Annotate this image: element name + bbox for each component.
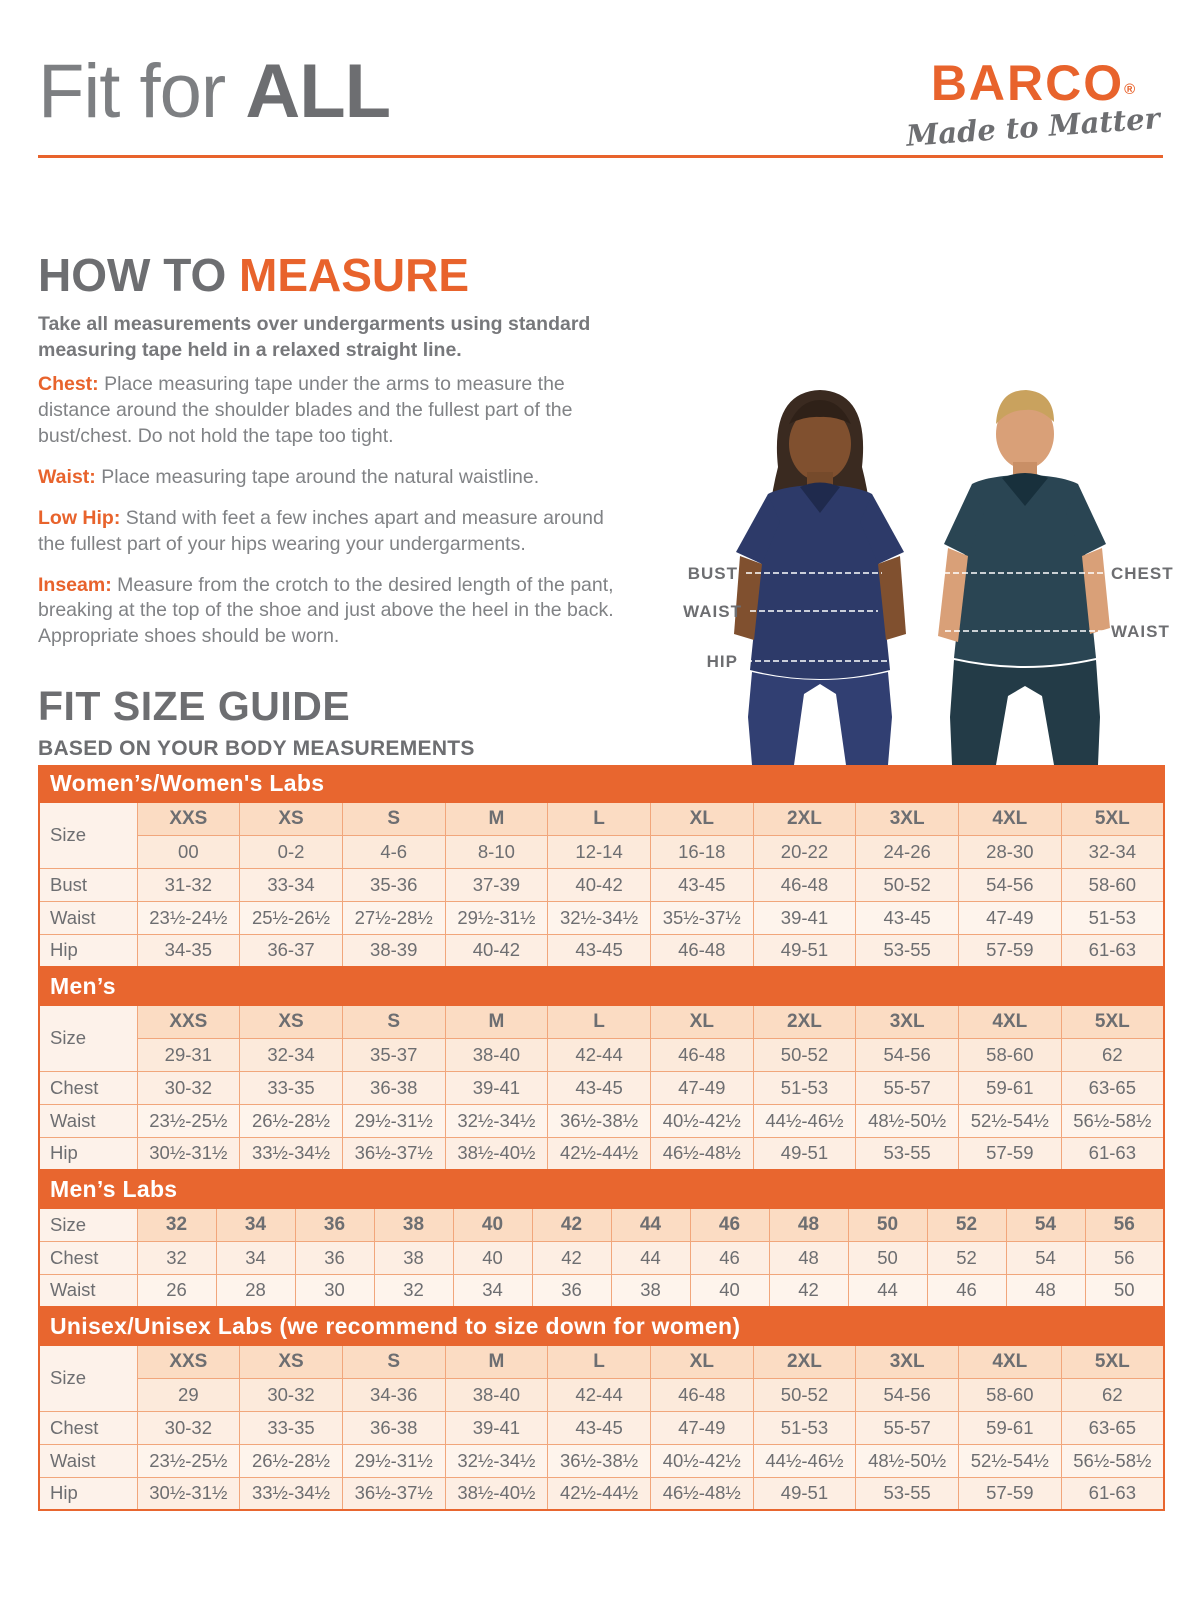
measurement-cell: 40-42 xyxy=(445,934,548,967)
measurement-cell: 39-41 xyxy=(445,1411,548,1444)
numeric-size-cell: 54-56 xyxy=(856,1038,959,1071)
size-col-header: XL xyxy=(650,1005,753,1038)
measurement-cell: 57-59 xyxy=(959,1477,1062,1510)
measurement-cell: 38-39 xyxy=(342,934,445,967)
measurement-cell: 52½-54½ xyxy=(959,1104,1062,1137)
numeric-size-cell: 00 xyxy=(137,835,240,868)
measure-item-lowhip-text: Stand with feet a few inches apart and measure around the fullest part of your hips wearing your undergarments. xyxy=(38,506,604,555)
size-col-header: XS xyxy=(240,1005,343,1038)
measurement-cell: 34 xyxy=(216,1241,295,1274)
brand-logo xyxy=(905,55,1161,153)
measurement-cell: 36-37 xyxy=(240,934,343,967)
chest-label: CHEST xyxy=(1111,564,1174,583)
measurement-cell: 29½-31½ xyxy=(342,1104,445,1137)
size-header-row xyxy=(39,1208,1164,1241)
measure-intro-text: Take all measurements over undergarments using standard measuring tape held in a relaxed straight line. xyxy=(38,313,591,361)
measurement-cell: 30-32 xyxy=(137,1411,240,1444)
numeric-size-cell: 46-48 xyxy=(650,1378,753,1411)
measurement-row-label: Hip xyxy=(39,934,137,967)
measurement-cell: 54 xyxy=(1006,1241,1085,1274)
size-col-header: 3XL xyxy=(856,802,959,835)
table-banner-0: Women’s/Women's Labs xyxy=(38,765,1165,801)
measurement-cell: 50 xyxy=(1085,1274,1164,1307)
size-col-header: 36 xyxy=(295,1208,374,1241)
measurement-cell: 28 xyxy=(216,1274,295,1307)
size-col-header: L xyxy=(548,1345,651,1378)
bust-label: BUST xyxy=(687,564,738,583)
fit-size-guide-heading: FIT SIZE GUIDE xyxy=(38,683,351,729)
measurement-cell: 35-36 xyxy=(342,868,445,901)
measurement-cell: 40-42 xyxy=(548,868,651,901)
measurement-row-waist xyxy=(39,1104,1164,1137)
measurement-row-label: Chest xyxy=(39,1071,137,1104)
size-col-header: XS xyxy=(240,802,343,835)
size-col-header: 48 xyxy=(769,1208,848,1241)
measurement-cell: 32 xyxy=(374,1274,453,1307)
size-col-header: 46 xyxy=(690,1208,769,1241)
man-model xyxy=(938,390,1110,765)
measure-item-chest-label: Chest: xyxy=(38,373,99,395)
measurement-row-chest xyxy=(39,1071,1164,1104)
measurement-cell: 49-51 xyxy=(753,934,856,967)
measurement-cell: 56½-58½ xyxy=(1061,1444,1164,1477)
measure-item-lowhip xyxy=(38,506,623,558)
measurement-cell: 36 xyxy=(532,1274,611,1307)
measurement-cell: 27½-28½ xyxy=(342,901,445,934)
size-col-header: 50 xyxy=(848,1208,927,1241)
size-header-row xyxy=(39,1345,1164,1378)
measurement-cell: 56½-58½ xyxy=(1061,1104,1164,1137)
man-waist-label: WAIST xyxy=(1111,622,1170,641)
size-col-header: 5XL xyxy=(1061,802,1164,835)
measurement-row-label: Bust xyxy=(39,868,137,901)
measurement-row-hip xyxy=(39,1137,1164,1170)
numeric-size-cell: 4-6 xyxy=(342,835,445,868)
measurement-cell: 42 xyxy=(769,1274,848,1307)
size-table-0 xyxy=(38,801,1165,968)
size-col-header: 4XL xyxy=(959,802,1062,835)
numeric-size-cell: 0-2 xyxy=(240,835,343,868)
measure-item-inseam xyxy=(38,573,623,651)
measurement-cell: 51-53 xyxy=(753,1071,856,1104)
measurement-cell: 40½-42½ xyxy=(650,1444,753,1477)
measurement-cell: 55-57 xyxy=(856,1071,959,1104)
measurement-cell: 36½-38½ xyxy=(548,1444,651,1477)
measurement-cell: 46 xyxy=(927,1274,1006,1307)
measurement-cell: 43-45 xyxy=(548,934,651,967)
measurement-cell: 50-52 xyxy=(856,868,959,901)
measurement-cell: 26½-28½ xyxy=(240,1444,343,1477)
size-col-header: 5XL xyxy=(1061,1005,1164,1038)
measurement-cell: 36½-38½ xyxy=(548,1104,651,1137)
title-divider xyxy=(38,155,1163,158)
numeric-size-cell: 32-34 xyxy=(240,1038,343,1071)
measurement-cell: 23½-25½ xyxy=(137,1444,240,1477)
numeric-size-cell: 12-14 xyxy=(548,835,651,868)
measurement-cell: 37-39 xyxy=(445,868,548,901)
measurement-row-bust xyxy=(39,868,1164,901)
size-col-header: XXS xyxy=(137,1005,240,1038)
measurement-cell: 53-55 xyxy=(856,1137,959,1170)
size-col-header: 4XL xyxy=(959,1005,1062,1038)
hip-label: HIP xyxy=(706,652,738,671)
numeric-size-cell: 46-48 xyxy=(650,1038,753,1071)
table-banner-1: Men’s xyxy=(38,968,1165,1004)
size-col-header: 56 xyxy=(1085,1208,1164,1241)
measurement-cell: 30-32 xyxy=(137,1071,240,1104)
size-col-header: L xyxy=(548,1005,651,1038)
numeric-size-cell: 54-56 xyxy=(856,1378,959,1411)
measurement-cell: 40½-42½ xyxy=(650,1104,753,1137)
numeric-size-cell: 38-40 xyxy=(445,1378,548,1411)
brand-name: BARCO xyxy=(930,55,1125,111)
size-col-header: 5XL xyxy=(1061,1345,1164,1378)
measurement-cell: 38 xyxy=(374,1241,453,1274)
measure-item-inseam-label: Inseam: xyxy=(38,573,112,596)
numeric-size-row xyxy=(39,1378,1164,1411)
table-banner-3: Unisex/Unisex Labs (we recommend to size down for women) xyxy=(38,1308,1165,1344)
measurement-cell: 23½-25½ xyxy=(137,1104,240,1137)
numeric-size-cell: 30-32 xyxy=(240,1378,343,1411)
measurement-cell: 39-41 xyxy=(753,901,856,934)
size-col-header: 34 xyxy=(216,1208,295,1241)
size-col-header: L xyxy=(548,802,651,835)
measurement-cell: 61-63 xyxy=(1061,1477,1164,1510)
measurement-cell: 36½-37½ xyxy=(342,1477,445,1510)
size-col-header: 2XL xyxy=(753,802,856,835)
measurement-cell: 49-51 xyxy=(753,1137,856,1170)
measurement-cell: 61-63 xyxy=(1061,934,1164,967)
measurement-cell: 46-48 xyxy=(650,934,753,967)
size-tables-container xyxy=(38,765,1165,1511)
measure-instructions xyxy=(38,372,623,665)
measurement-cell: 50 xyxy=(848,1241,927,1274)
measurement-cell: 30½-31½ xyxy=(137,1477,240,1510)
numeric-size-cell: 58-60 xyxy=(959,1038,1062,1071)
size-col-header: 3XL xyxy=(856,1345,959,1378)
measure-item-chest-text: Place measuring tape under the arms to measure the distance around the shoulder blades and the fullest part of the bust/chest. Do not hold the tape too tight. xyxy=(38,373,573,447)
measurement-cell: 49-51 xyxy=(753,1477,856,1510)
numeric-size-cell: 32-34 xyxy=(1061,835,1164,868)
measurement-cell: 32½-34½ xyxy=(548,901,651,934)
numeric-size-cell: 35-37 xyxy=(342,1038,445,1071)
measurement-cell: 36½-37½ xyxy=(342,1137,445,1170)
size-col-header: 32 xyxy=(137,1208,216,1241)
measurement-cell: 25½-26½ xyxy=(240,901,343,934)
measurement-cell: 33-35 xyxy=(240,1411,343,1444)
measurement-cell: 33-34 xyxy=(240,868,343,901)
measurement-cell: 43-45 xyxy=(650,868,753,901)
numeric-size-cell: 24-26 xyxy=(856,835,959,868)
measurement-cell: 51-53 xyxy=(1061,901,1164,934)
measurement-cell: 32½-34½ xyxy=(445,1444,548,1477)
measurement-row-waist xyxy=(39,1274,1164,1307)
numeric-size-cell: 42-44 xyxy=(548,1378,651,1411)
measurement-cell: 48½-50½ xyxy=(856,1104,959,1137)
size-col-header: XL xyxy=(650,802,753,835)
size-col-header: M xyxy=(445,802,548,835)
measurement-row-waist xyxy=(39,901,1164,934)
size-col-header: S xyxy=(342,1005,445,1038)
measurement-cell: 36-38 xyxy=(342,1411,445,1444)
measurement-cell: 44 xyxy=(848,1274,927,1307)
measurement-row-label: Hip xyxy=(39,1137,137,1170)
measurement-row-label: Chest xyxy=(39,1411,137,1444)
size-col-header: 2XL xyxy=(753,1345,856,1378)
measure-item-chest xyxy=(38,372,623,450)
measurement-cell: 32 xyxy=(137,1241,216,1274)
measure-item-inseam-text: Measure from the crotch to the desired length of the pant, breaking at the top of the shoe and just above the heel in the back. Appropriate shoes should be worn. xyxy=(38,573,614,648)
measurement-row-label: Chest xyxy=(39,1241,137,1274)
measurement-cell: 23½-24½ xyxy=(137,901,240,934)
measurement-cell: 44½-46½ xyxy=(753,1104,856,1137)
measurement-cell: 53-55 xyxy=(856,1477,959,1510)
measurement-cell: 42 xyxy=(532,1241,611,1274)
numeric-size-cell: 28-30 xyxy=(959,835,1062,868)
models-illustration xyxy=(650,372,1200,765)
measurement-cell: 47-49 xyxy=(650,1411,753,1444)
size-col-header: 3XL xyxy=(856,1005,959,1038)
measurement-cell: 48 xyxy=(769,1241,848,1274)
how-to-measure-heading-gray: HOW TO xyxy=(38,249,240,301)
size-table-1 xyxy=(38,1004,1165,1171)
measurement-cell: 43-45 xyxy=(548,1071,651,1104)
size-col-header: 42 xyxy=(532,1208,611,1241)
size-col-header: S xyxy=(342,1345,445,1378)
woman-model xyxy=(734,390,906,765)
table-banner-2: Men’s Labs xyxy=(38,1171,1165,1207)
measurement-cell: 59-61 xyxy=(959,1411,1062,1444)
measurement-cell: 30 xyxy=(295,1274,374,1307)
measurement-row-label: Waist xyxy=(39,1104,137,1137)
measurement-cell: 38½-40½ xyxy=(445,1137,548,1170)
size-header-row xyxy=(39,802,1164,835)
size-col-header: XXS xyxy=(137,1345,240,1378)
measurement-cell: 52½-54½ xyxy=(959,1444,1062,1477)
size-col-header: XL xyxy=(650,1345,753,1378)
measurement-row-label: Waist xyxy=(39,1274,137,1307)
measurement-cell: 57-59 xyxy=(959,1137,1062,1170)
woman-waist-label: WAIST xyxy=(683,602,742,621)
measurement-cell: 33-35 xyxy=(240,1071,343,1104)
measurement-cell: 44 xyxy=(611,1241,690,1274)
measurement-cell: 26 xyxy=(137,1274,216,1307)
measurement-cell: 46½-48½ xyxy=(650,1477,753,1510)
numeric-size-cell: 42-44 xyxy=(548,1038,651,1071)
measurement-cell: 63-65 xyxy=(1061,1071,1164,1104)
registered-mark-icon: ® xyxy=(1124,81,1136,98)
measurement-cell: 44½-46½ xyxy=(753,1444,856,1477)
numeric-size-cell: 38-40 xyxy=(445,1038,548,1071)
measurement-cell: 40 xyxy=(453,1241,532,1274)
measurement-cell: 63-65 xyxy=(1061,1411,1164,1444)
measurement-row-label: Waist xyxy=(39,1444,137,1477)
size-col-header: 2XL xyxy=(753,1005,856,1038)
measurement-row-waist xyxy=(39,1444,1164,1477)
measurement-cell: 58-60 xyxy=(1061,868,1164,901)
size-col-header: 38 xyxy=(374,1208,453,1241)
size-row-label: Size xyxy=(39,1005,137,1071)
measurement-row-label: Hip xyxy=(39,1477,137,1510)
measurement-row-hip xyxy=(39,934,1164,967)
measurement-cell: 40 xyxy=(690,1274,769,1307)
numeric-size-cell: 34-36 xyxy=(342,1378,445,1411)
size-row-label: Size xyxy=(39,1208,137,1241)
measurement-cell: 29½-31½ xyxy=(445,901,548,934)
measurement-cell: 42½-44½ xyxy=(548,1137,651,1170)
numeric-size-row xyxy=(39,835,1164,868)
measurement-cell: 43-45 xyxy=(856,901,959,934)
numeric-size-cell: 29-31 xyxy=(137,1038,240,1071)
fit-size-guide-subheading: BASED ON YOUR BODY MEASUREMENTS xyxy=(38,737,475,760)
measurement-cell: 34-35 xyxy=(137,934,240,967)
measurement-cell: 47-49 xyxy=(959,901,1062,934)
numeric-size-cell: 8-10 xyxy=(445,835,548,868)
measurement-cell: 51-53 xyxy=(753,1411,856,1444)
measurement-cell: 33½-34½ xyxy=(240,1477,343,1510)
numeric-size-cell: 16-18 xyxy=(650,835,753,868)
measurement-cell: 46-48 xyxy=(753,868,856,901)
measurement-row-hip xyxy=(39,1477,1164,1510)
size-table-2 xyxy=(38,1207,1165,1308)
measurement-cell: 33½-34½ xyxy=(240,1137,343,1170)
measurement-cell: 36 xyxy=(295,1241,374,1274)
size-col-header: 54 xyxy=(1006,1208,1085,1241)
measurement-cell: 39-41 xyxy=(445,1071,548,1104)
measure-item-waist xyxy=(38,465,623,491)
measurement-cell: 59-61 xyxy=(959,1071,1062,1104)
size-col-header: 40 xyxy=(453,1208,532,1241)
measurement-cell: 29½-31½ xyxy=(342,1444,445,1477)
numeric-size-cell: 50-52 xyxy=(753,1378,856,1411)
measurement-row-chest xyxy=(39,1241,1164,1274)
numeric-size-row xyxy=(39,1038,1164,1071)
measurement-cell: 57-59 xyxy=(959,934,1062,967)
measurement-cell: 53-55 xyxy=(856,934,959,967)
measurement-cell: 47-49 xyxy=(650,1071,753,1104)
size-table-3 xyxy=(38,1344,1165,1511)
measurement-cell: 35½-37½ xyxy=(650,901,753,934)
size-row-label: Size xyxy=(39,1345,137,1411)
measure-item-waist-label: Waist: xyxy=(38,465,96,488)
measurement-cell: 61-63 xyxy=(1061,1137,1164,1170)
numeric-size-cell: 50-52 xyxy=(753,1038,856,1071)
size-col-header: XS xyxy=(240,1345,343,1378)
measurement-cell: 36-38 xyxy=(342,1071,445,1104)
measurement-cell: 56 xyxy=(1085,1241,1164,1274)
how-to-measure-heading xyxy=(38,248,469,302)
measurement-cell: 48½-50½ xyxy=(856,1444,959,1477)
measurement-row-chest xyxy=(39,1411,1164,1444)
size-row-label: Size xyxy=(39,802,137,868)
measurement-cell: 43-45 xyxy=(548,1411,651,1444)
numeric-size-cell: 58-60 xyxy=(959,1378,1062,1411)
models-photo xyxy=(650,372,1200,765)
size-col-header: M xyxy=(445,1005,548,1038)
measurement-cell: 32½-34½ xyxy=(445,1104,548,1137)
page-title-bold: ALL xyxy=(245,49,391,134)
measurement-cell: 38 xyxy=(611,1274,690,1307)
numeric-size-cell: 62 xyxy=(1061,1038,1164,1071)
measure-item-lowhip-label: Low Hip: xyxy=(38,506,121,529)
measurement-cell: 54-56 xyxy=(959,868,1062,901)
measurement-row-label: Waist xyxy=(39,901,137,934)
numeric-size-cell: 20-22 xyxy=(753,835,856,868)
measurement-cell: 46½-48½ xyxy=(650,1137,753,1170)
measurement-cell: 52 xyxy=(927,1241,1006,1274)
page-title xyxy=(38,48,390,135)
measurement-cell: 38½-40½ xyxy=(445,1477,548,1510)
size-col-header: XXS xyxy=(137,802,240,835)
measurement-cell: 26½-28½ xyxy=(240,1104,343,1137)
size-header-row xyxy=(39,1005,1164,1038)
measurement-cell: 46 xyxy=(690,1241,769,1274)
how-to-measure-heading-orange: MEASURE xyxy=(239,249,470,301)
size-col-header: 44 xyxy=(611,1208,690,1241)
size-col-header: 52 xyxy=(927,1208,1006,1241)
measurement-cell: 42½-44½ xyxy=(548,1477,651,1510)
measurement-cell: 34 xyxy=(453,1274,532,1307)
measure-item-waist-text: Place measuring tape around the natural waistline. xyxy=(95,465,540,488)
measurement-cell: 48 xyxy=(1006,1274,1085,1307)
page-title-regular: Fit for xyxy=(38,49,246,134)
size-col-header: S xyxy=(342,802,445,835)
numeric-size-cell: 62 xyxy=(1061,1378,1164,1411)
measurement-cell: 30½-31½ xyxy=(137,1137,240,1170)
numeric-size-cell: 29 xyxy=(137,1378,240,1411)
measurement-cell: 55-57 xyxy=(856,1411,959,1444)
measurement-cell: 31-32 xyxy=(137,868,240,901)
size-col-header: M xyxy=(445,1345,548,1378)
size-col-header: 4XL xyxy=(959,1345,1062,1378)
brand-tagline: Made to Matter xyxy=(905,101,1161,153)
